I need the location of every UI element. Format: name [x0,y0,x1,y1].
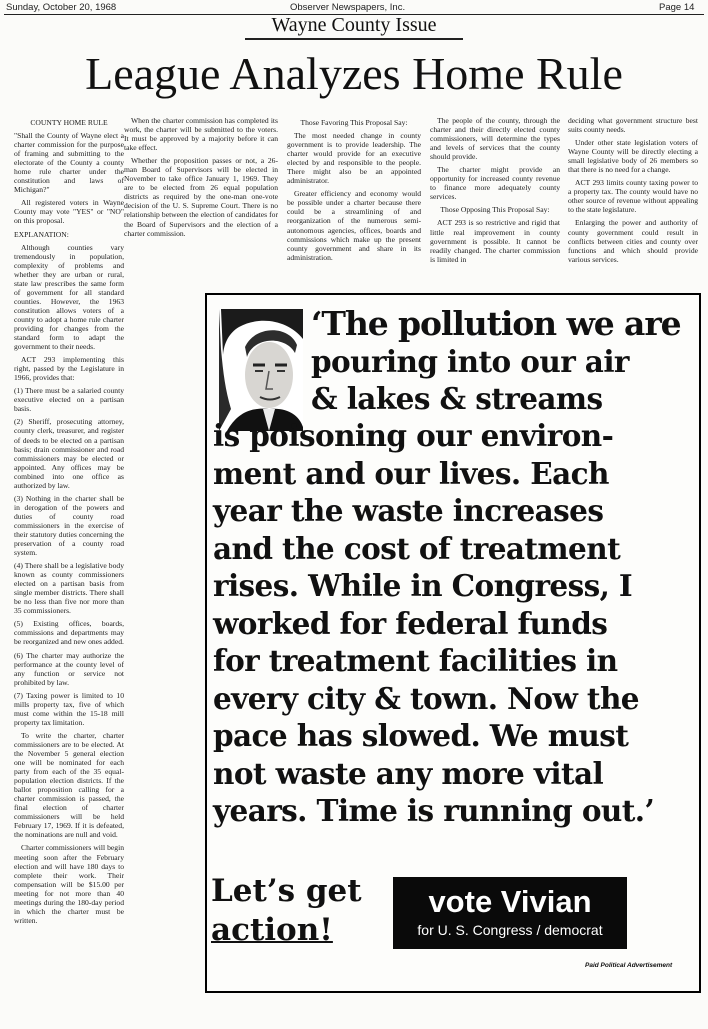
provision-item: (2) Sheriff, prosecuting attorney, county clerk, treasurer, and register of deeds to be elected on a partisan basis; drain commissioner and road commissioners may be elected or appointed. Any offices may be combined into one office as authorized by law. [14,417,124,490]
paragraph: Enlarging the power and authority of county government could result in conflicts between cities and county over functions and which should provide various services. [568,218,698,264]
paragraph: To write the charter, charter commissioners are to be elected. At the November 5 general election one will be nominated for each party from each of the 35 equal-population election districts. If the ballot proposition calling for a charter commission is passed, the final election of charter commissioners will be held February 17, 1969. If it is defeated, the nominations are null and void. [14,730,124,840]
paragraph: All registered voters in Wayne County may vote "YES" or "NO" on this proposal. [14,198,124,226]
paragraph: Greater efficiency and economy would be possible under a charter because there could be a streamlining of and reorganization of the numerous semi-autonomous agencies, offices, boards and commissions which make up the present county government and share in its administration. [287,189,421,262]
paragraph: ACT 293 limits county taxing power to a property tax. The county would have no other source of revenue without appealing to the state legislature. [568,178,698,215]
paragraph: The charter might provide an opportunity for increased county revenue to finance more adequately county services. [430,165,560,202]
paragraph: Charter commissioners will begin meeting soon after the February election and will have 180 days to complete their work. Their compensation will be $15.00 per meeting for not more than 40 meetings during the 180-day period in which the charter must be written. [14,843,124,925]
explanation-label: EXPLANATION: [14,229,69,239]
issue-date: Sunday, October 20, 1968 [6,2,117,13]
candidate-portrait [219,309,303,431]
provision-item: (3) Nothing in the charter shall be in derogation of the powers and duties of county road commissioners in the exercise of their statutory duties concerning the preservation of a county road system. [14,493,124,558]
provision-item: (5) Existing offices, boards, commissions and departments may be reorganized and new ones added. [14,619,124,647]
quote-body [213,417,654,830]
article-column-5 [568,116,698,290]
section-title: Wayne County Issue [271,14,437,36]
paragraph: Whether the proposition passes or not, a 26-man Board of Supervisors will be elected in November to take office January 1, 1969. They are to be elected from 26 equal population districts as required by the one-man one-vote decision of the U. S. Supreme Court. There is no relationship between the election of candidates for the Board of Supervisors and the election of a charter commission. [124,156,278,238]
article-column-3 [287,116,421,290]
paragraph: Although counties vary tremendously in population, complexity of problems and whether they are urban or rural, state law prescribes the same form of government for all standard counties. However, the 1963 constitution allows voters of a county to adopt a home rule charter providing for changes from the standard form to adapt the government to their needs. [14,242,124,352]
paragraph: deciding what government structure best suits county needs. [568,116,698,135]
quote-line: year the waste increases [213,493,604,528]
provision-item: (4) There shall be a legislative body known as county commissioners elected on a partisan basis from single member districts. There shall be no less than five nor more than 35 commissioners. [14,561,124,616]
article-column-4 [430,116,560,290]
political-ad [205,293,701,993]
column-heading: Those Opposing This Proposal Say: [440,205,550,215]
vote-subtitle: for U. S. Congress / democrat [417,922,603,938]
quote-top [311,305,681,418]
quote-line: ment and our lives. Each [213,455,609,491]
column-heading: Those Favoring This Proposal Say: [300,118,408,127]
paragraph: The most needed change in county government is to provide leadership. The charter would provide for an executive elected by and responsible to the people. There might also be an appointed administrator. [287,131,421,186]
vote-slogan: vote Vivian [428,884,592,919]
call-to-action [211,872,362,950]
column-heading: COUNTY HOME RULE [30,118,108,127]
quote-line: worked for federal funds [213,605,608,641]
quote-line: rises. While in Congress, I [213,568,633,603]
quote-line: for treatment facilities in [213,643,618,678]
quote-line: & lakes & streams [311,381,603,416]
provision-item: (7) Taxing power is limited to 10 mills property tax, five of which must come within the 15-18 mill property tax limitation. [14,690,124,727]
cta-line: Let’s get [211,873,362,909]
paragraph: When the charter commission has completed its work, the charter will be submitted to the voters. It must be approved by a majority before it can take effect. [124,116,278,153]
headline: League Analyzes Home Rule [85,48,623,99]
article-column-2 [124,116,278,290]
provision-item: (6) The charter may authorize the performance at the county level of any function or service not prohibited by law. [14,650,124,687]
vote-badge [393,877,627,949]
paragraph: Under other state legislation voters of Wayne County will be directly electing a small legislative body of 26 members so that there is no need for a change. [568,138,698,175]
cta-line: action! [211,912,333,948]
ballot-question: "Shall the County of Wayne elect a charter commission for the purpose of framing and submitting to the electorate of the County a county home rule charter under the constitution and laws of Michigan?" [14,131,124,195]
quote-line: and the cost of treatment [213,530,621,566]
paid-notice: Paid Political Advertisement [585,962,673,969]
page-number: Page 14 [659,2,695,13]
paragraph: ACT 293 is so restrictive and rigid that little real improvement in county government is possible. It cannot be readily changed. The charter commission is limited in [430,218,560,264]
quote-line: every city & town. Now the [213,680,639,716]
quote-line: pace has slowed. We must [213,718,629,753]
provision-item: (1) There must be a salaried county executive elected on a partisan basis. [14,386,124,414]
paragraph: The people of the county, through the charter and their directly elected county commissioners, will determine the types and levels of services that the county should provide. [430,116,560,162]
publisher-name: Observer Newspapers, Inc. [290,2,406,13]
quote-line: ‘The pollution we are [311,304,681,343]
quote-line: years. Time is running out.’ [213,793,655,828]
quote-line: is poisoning our environ- [213,418,614,453]
quote-line: pouring into our air [311,343,629,379]
article-column-1 [14,116,124,988]
quote-line: not waste any more vital [213,755,604,791]
paragraph: ACT 293 implementing this right, passed by the Legislature in 1966, provides that: [14,355,124,383]
